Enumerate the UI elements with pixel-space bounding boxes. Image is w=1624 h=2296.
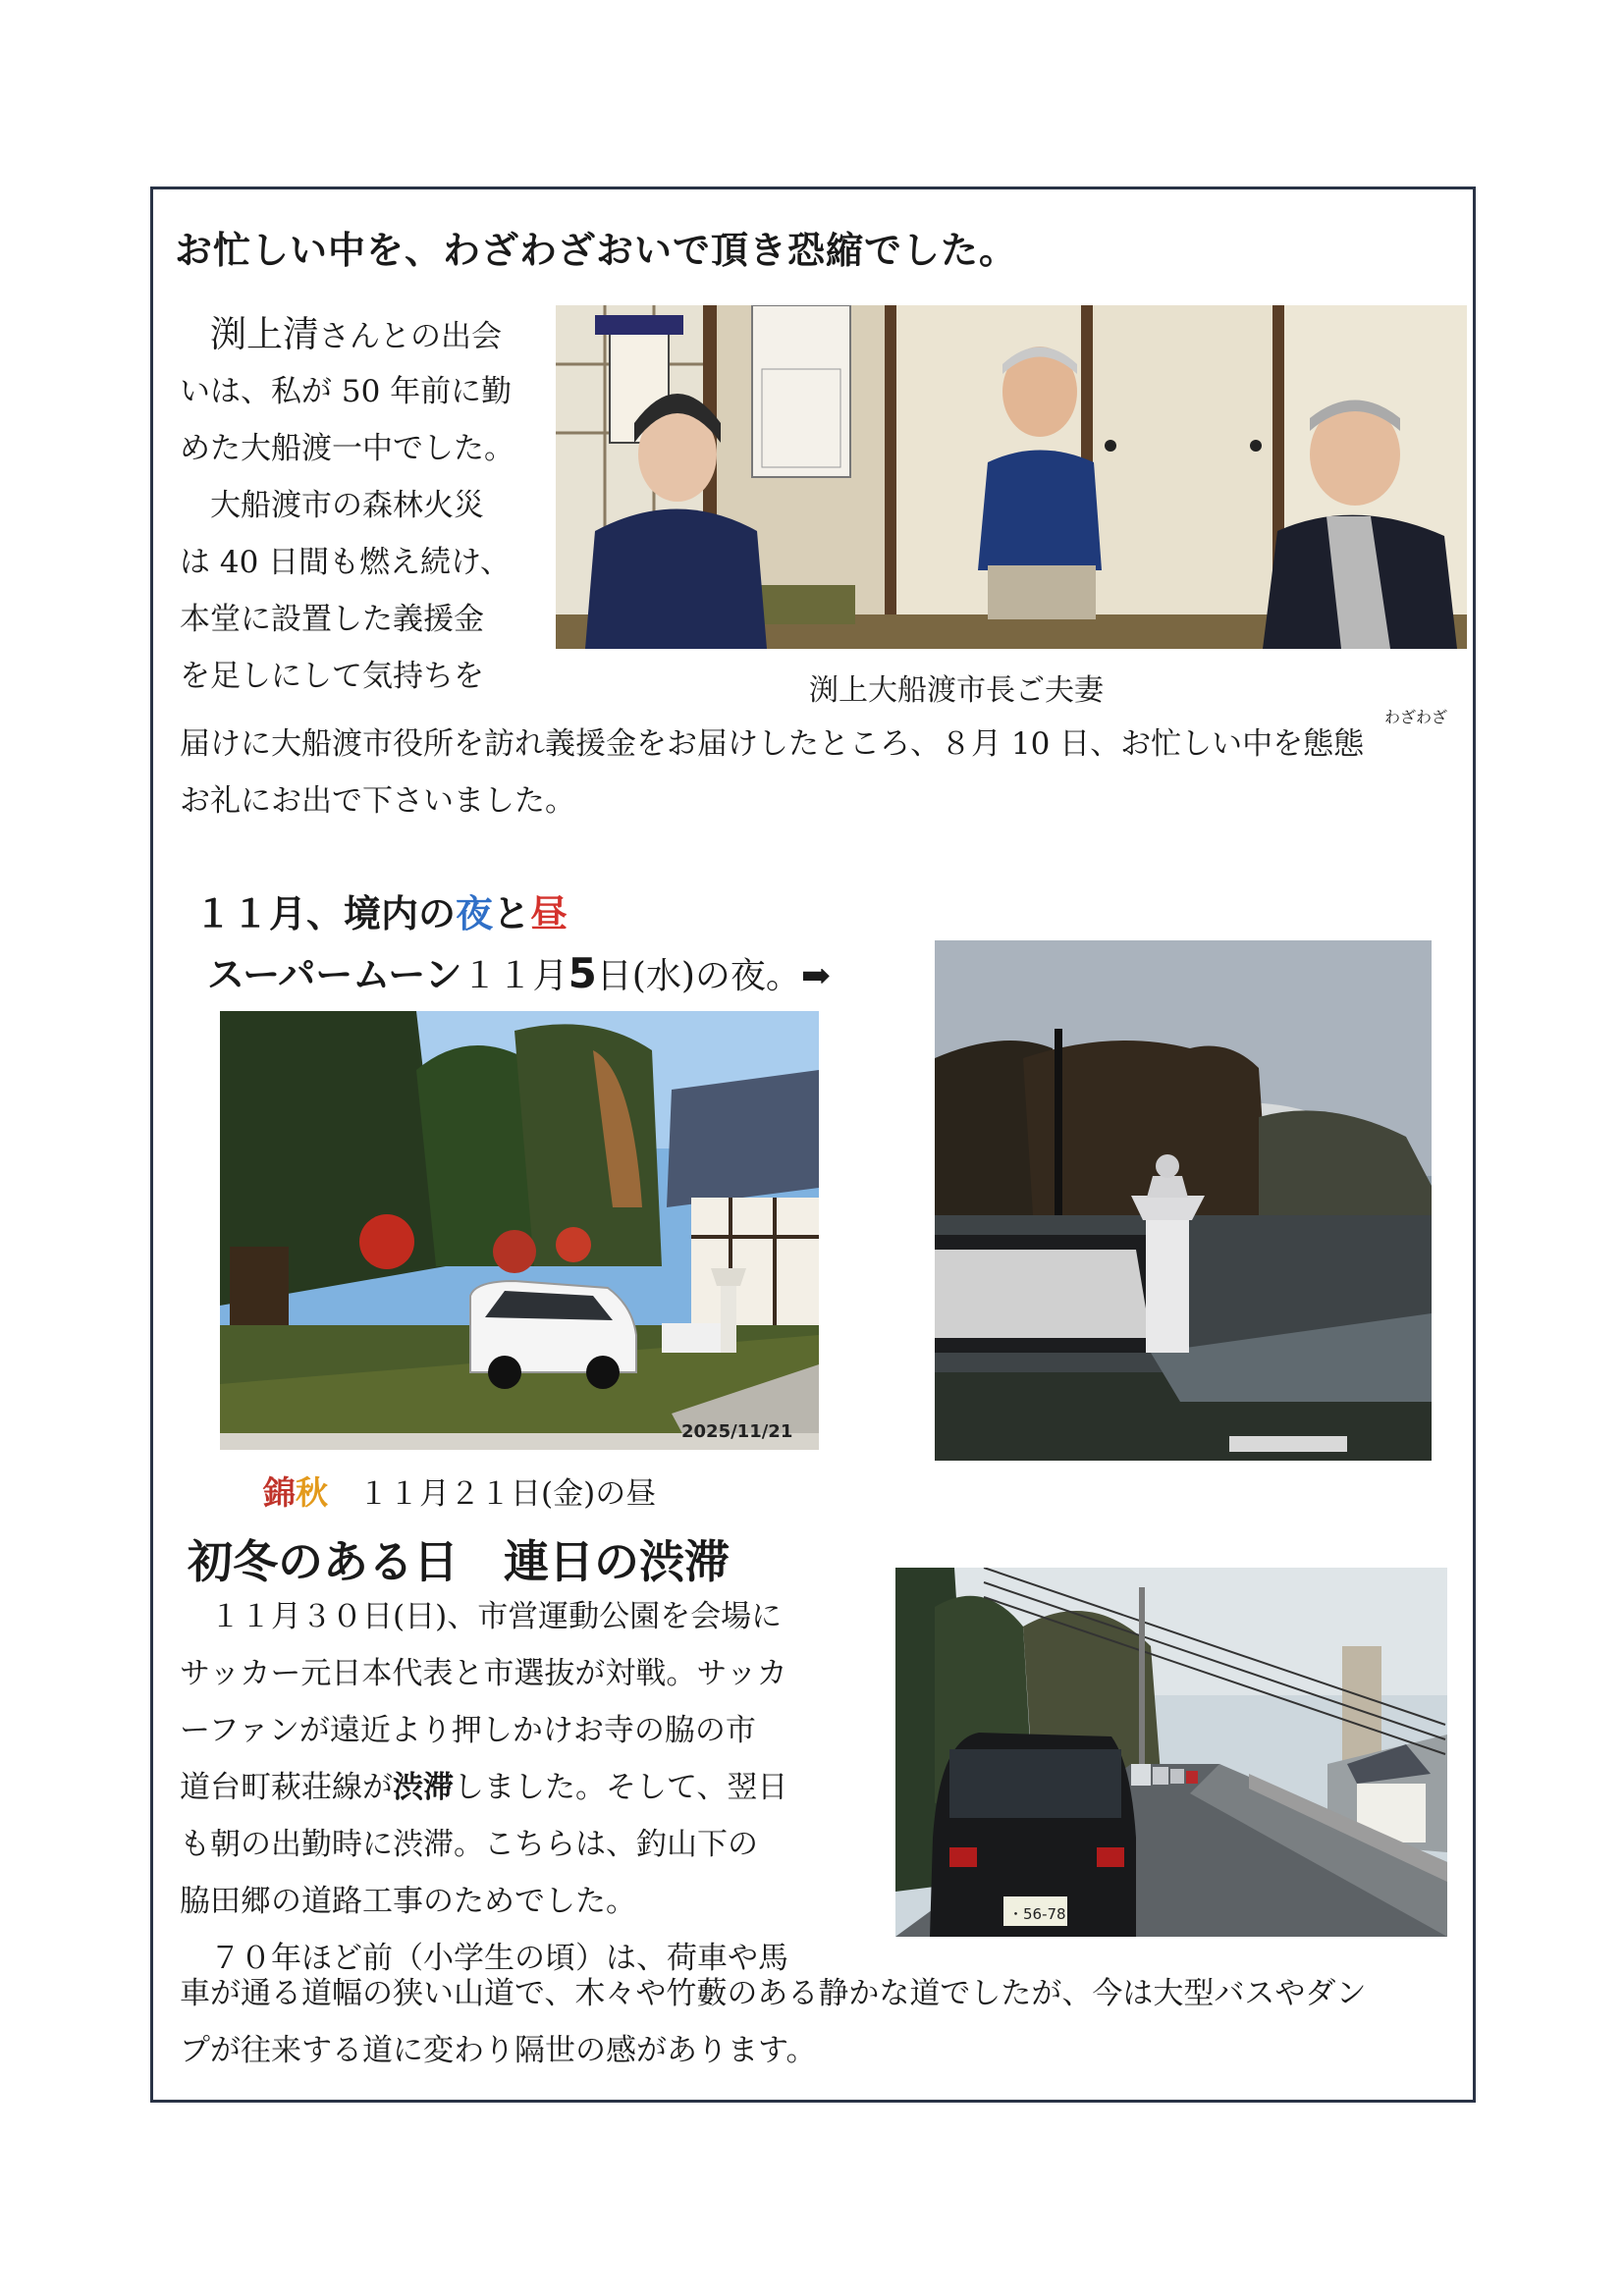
section2-title-prefix: １１月、境内の	[194, 892, 457, 935]
section3-bold-word: 渋滞	[393, 1770, 454, 1805]
autumn-kin: 錦	[263, 1473, 296, 1512]
photo-visit-caption: 渕上大船渡市長ご夫妻	[809, 673, 1104, 708]
section3-title: 初冬のある日 連日の渋滞	[188, 1535, 730, 1588]
section1-full-line: 届けに大船渡市役所を訪れ義援金をお届けしたところ、８月 10 日、お忙しい中を態態	[180, 726, 1365, 762]
section3-line: も朝の出勤時に渋滞。こちらは、釣山下の	[180, 1827, 758, 1862]
photo-date-stamp: 2025/11/21	[681, 1421, 793, 1442]
section3-line: サッカー元日本代表と市選抜が対戦。サッカ	[180, 1656, 787, 1691]
section2-title-noon: 昼	[530, 892, 568, 935]
section1-first-line	[180, 306, 514, 363]
section1-title: お忙しい中を、わざわざおいで頂き恐縮でした。	[175, 229, 1018, 272]
photo-autumn-day	[220, 1011, 819, 1450]
section3-full-line: 車が通る道幅の狭い山道で、木々や竹藪のある静かな道でしたが、今は大型バスやダン	[180, 1976, 1367, 2011]
section3-line: ーファンが遠近より押しかけお寺の脇の市	[180, 1713, 756, 1748]
section1-first-line-rest: さんとの出会	[319, 319, 502, 354]
section1-line: は 40 日間も燃え続け、	[180, 545, 511, 580]
section3-column-text	[180, 1588, 788, 1987]
section3-full-line: プが往来する道に変わり隔世の感があります。	[180, 2033, 817, 2068]
autumn-shu: 秋	[296, 1473, 328, 1512]
supermoon-date-a: １１月	[461, 956, 568, 996]
person-name: 渕上清	[210, 313, 319, 355]
supermoon-date-b: 日(水)の夜。➡	[596, 956, 832, 996]
section3-line: 道台町萩荘線が渋滞しました。そして、翌日	[180, 1770, 788, 1805]
supermoon-day: 5	[568, 949, 597, 997]
section3-full-lines	[180, 1965, 1367, 2079]
section1-line: めた大船渡一中でした。	[180, 431, 514, 466]
section1-line: 大船渡市の森林火災	[180, 488, 484, 523]
section1-column-text	[180, 306, 514, 705]
section2-title-and: と	[493, 892, 531, 935]
photo-traffic-jam	[895, 1568, 1447, 1937]
section1-line: いは、私が 50 年前に勤	[180, 374, 513, 409]
supermoon-title: スーパームーン	[207, 953, 462, 996]
license-plate: ・56-78	[1008, 1905, 1066, 1923]
section1-line: を足しにして気持ちを	[180, 659, 484, 694]
section2-title-night: 夜	[456, 892, 494, 935]
section2-title	[194, 883, 568, 937]
ruby-wazawaza: わざわざ	[1384, 708, 1448, 726]
supermoon-caption	[207, 944, 831, 998]
section3-line: ７０年ほど前（小学生の頃）は、荷車や馬	[180, 1941, 788, 1976]
photo-visit	[556, 305, 1467, 649]
section1-full-lines	[180, 703, 1364, 829]
autumn-date: １１月２１日(金)の昼	[328, 1476, 657, 1512]
section3-line: 脇田郷の道路工事のためでした。	[180, 1884, 636, 1919]
section3-line: １１月３０日(日)、市営運動公園を会場に	[180, 1599, 783, 1634]
autumn-caption	[263, 1468, 656, 1514]
section1-full-line: お礼にお出で下さいました。	[180, 783, 575, 819]
section1-line: 本堂に設置した義援金	[180, 602, 484, 637]
photo-supermoon-night	[935, 940, 1432, 1461]
